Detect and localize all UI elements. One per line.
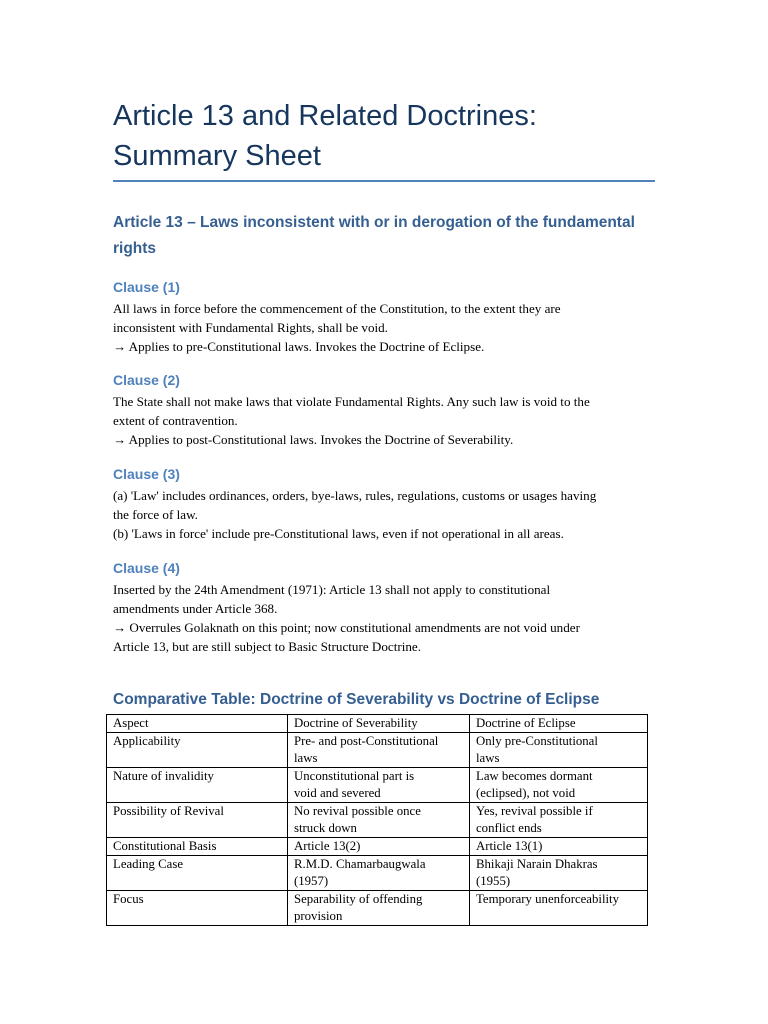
table-cell [107, 768, 288, 803]
clause-4-line: → Overrules Golaknath on this point; now constitutional amendments are not void under [113, 620, 580, 635]
clause-4-heading: Clause (4) [113, 560, 180, 576]
clause-1-line: → Applies to pre-Constitutional laws. Invokes the Doctrine of Eclipse. [113, 339, 485, 354]
table-cell-line: Nature of invalidity [113, 769, 214, 783]
table-row [107, 838, 648, 856]
table-cell [288, 838, 470, 856]
table-cell-line: Yes, revival possible if [476, 804, 593, 818]
table-cell [288, 856, 470, 891]
clause-4-line: Inserted by the 24th Amendment (1971): Article 13 shall not apply to constitutional [113, 582, 551, 597]
table-cell-line: R.M.D. Chamarbaugwala [294, 857, 426, 871]
article-heading [113, 210, 655, 262]
page-title-line-1: Article 13 and Related Doctrines: [113, 100, 537, 132]
table-cell [107, 856, 288, 891]
page-title-line-2: Summary Sheet [113, 140, 321, 172]
clause-4-line: Article 13, but are still subject to Basic Structure Doctrine. [113, 639, 421, 654]
table-cell-line: conflict ends [476, 821, 542, 835]
table-cell-line: struck down [294, 821, 357, 835]
clause-2-line: → Applies to post-Constitutional laws. Invokes the Doctrine of Severability. [113, 432, 514, 447]
clause-2-text [113, 392, 655, 449]
clause-3-text [113, 486, 655, 543]
table-cell-line: Article 13(1) [476, 839, 543, 853]
table-cell [107, 733, 288, 768]
table-cell [470, 856, 648, 891]
clause-3-line: the force of law. [113, 507, 198, 522]
title-divider [113, 180, 655, 182]
table-cell-line: Constitutional Basis [113, 839, 217, 853]
table-row [107, 733, 648, 768]
clause-2-line: extent of contravention. [113, 413, 238, 428]
page-title [113, 96, 655, 176]
clause-2-line: The State shall not make laws that violate Fundamental Rights. Any such law is void to the [113, 394, 590, 409]
table-cell-line: (1955) [476, 874, 511, 888]
comparison-table-wrapper [106, 714, 648, 926]
table-cell-line: laws [294, 751, 318, 765]
table-cell-line: Applicability [113, 734, 181, 748]
table-cell [288, 803, 470, 838]
table-cell-line: Pre- and post-Constitutional [294, 734, 439, 748]
table-cell [470, 838, 648, 856]
table-header-cell: Doctrine of Severability [288, 715, 470, 733]
clause-1-line: All laws in force before the commencement of the Constitution, to the extent they are [113, 301, 561, 316]
clause-4-line: amendments under Article 368. [113, 601, 278, 616]
table-cell-line: Possibility of Revival [113, 804, 224, 818]
table-row [107, 891, 648, 926]
clause-3-line: (a) 'Law' includes ordinances, orders, bye-laws, rules, regulations, customs or usages having [113, 488, 597, 503]
table-cell-line: Separability of offending [294, 892, 423, 906]
table-row [107, 856, 648, 891]
clause-3-line: (b) 'Laws in force' include pre-Constitutional laws, even if not operational in all areas. [113, 526, 564, 541]
table-cell [107, 838, 288, 856]
table-cell-line: Temporary unenforceability [476, 892, 620, 906]
clause-1-heading: Clause (1) [113, 279, 180, 295]
comparison-table [106, 714, 648, 926]
table-cell [107, 803, 288, 838]
table-cell [288, 891, 470, 926]
clause-1-text [113, 299, 655, 356]
table-cell-line: Article 13(2) [294, 839, 361, 853]
table-row [107, 803, 648, 838]
table-cell-line: laws [476, 751, 500, 765]
table-cell-line: Unconstitutional part is [294, 769, 415, 783]
table-cell-line: Focus [113, 892, 144, 906]
table-cell [288, 733, 470, 768]
table-cell-line: void and severed [294, 786, 381, 800]
table-cell-line: provision [294, 909, 343, 923]
article-heading-line-2: rights [113, 240, 157, 257]
table-header-cell: Aspect [107, 715, 288, 733]
table-cell-line: No revival possible once [294, 804, 421, 818]
clause-2-heading: Clause (2) [113, 372, 180, 388]
clause-4-text [113, 580, 655, 656]
table-cell-line: (1957) [294, 874, 329, 888]
table-header-row [107, 715, 648, 733]
table-cell [470, 803, 648, 838]
clause-3-heading: Clause (3) [113, 466, 180, 482]
table-row [107, 768, 648, 803]
table-cell-line: Law becomes dormant [476, 769, 593, 783]
table-cell [288, 768, 470, 803]
table-cell-line: (eclipsed), not void [476, 786, 576, 800]
clause-1-line: inconsistent with Fundamental Rights, shall be void. [113, 320, 388, 335]
table-cell-line: Leading Case [113, 857, 184, 871]
table-cell-line: Only pre-Constitutional [476, 734, 598, 748]
table-heading: Comparative Table: Doctrine of Severability vs Doctrine of Eclipse [113, 691, 600, 708]
table-cell [470, 891, 648, 926]
article-heading-line-1: Article 13 – Laws inconsistent with or in derogation of the fundamental [113, 214, 635, 231]
table-cell [470, 768, 648, 803]
table-header-cell: Doctrine of Eclipse [470, 715, 648, 733]
comparison-table-body [107, 715, 648, 926]
table-cell [470, 733, 648, 768]
table-cell-line: Bhikaji Narain Dhakras [476, 857, 598, 871]
table-cell [107, 891, 288, 926]
